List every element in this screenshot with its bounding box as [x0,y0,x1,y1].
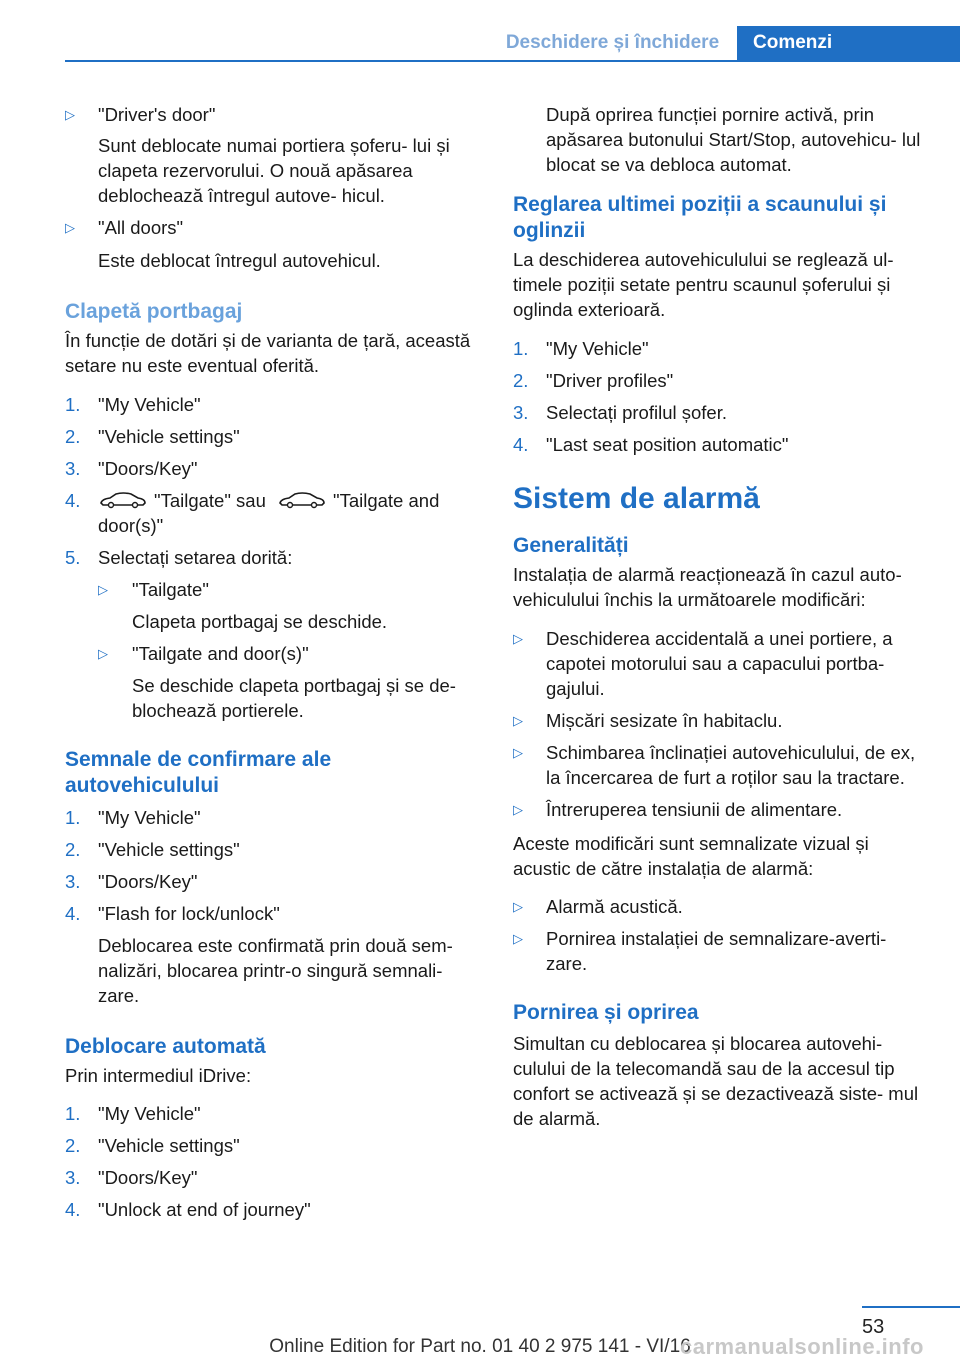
step-detail: Deblocarea este confirmată prin două sem- nalizări, blocarea printr-o singură semnali- zare. [98,935,453,1006]
step-number: 2. [513,370,529,391]
step-text: "Doors/Key" [98,1167,198,1188]
section-heading: Clapetă portbagaj [65,300,243,323]
step-number: 1. [65,394,81,415]
list-item [513,926,925,976]
list-item [65,456,483,481]
section-heading: Semnale de confirmare ale autovehiculului [65,748,332,797]
list-item [65,545,483,570]
section-heading: Reglarea ultimei poziții a scaunului și oglinzii [513,193,887,242]
section-intro: La deschiderea autovehiculului se reglează ul- timele poziții setate pentru scaunul șoferului și oglinda exterioară. [513,249,894,320]
bullet-icon: ▷ [65,107,75,122]
bullet-icon: ▷ [513,745,523,760]
list-item [65,1101,483,1126]
header-rule [65,60,960,62]
list-item [65,869,483,894]
section-heading: Deblocare automată [65,1035,266,1058]
step-number: 3. [65,871,81,892]
item-title: "Driver's door" [98,104,216,125]
step-text: "My Vehicle" [98,1103,201,1124]
list-item [65,837,483,862]
step-text: "Last seat position automatic" [546,434,789,455]
step-text: Selectați setarea dorită: [98,547,293,568]
step-text: "Doors/Key" [98,871,198,892]
step-text: "Tailgate" sau [154,490,266,511]
item-title: "Tailgate and door(s)" [132,643,309,664]
header-section: Deschidere și închidere [505,32,720,53]
bullet-icon: ▷ [513,931,523,946]
list-item [513,894,925,919]
list-item [65,215,483,273]
page-number: 53 [862,1316,885,1338]
step-number: 4. [65,1199,81,1220]
list-item [513,740,925,790]
step-text: Selectați profilul șofer. [546,402,727,423]
bullet-icon: ▷ [98,646,108,661]
item-title: "Tailgate" [132,579,209,600]
step-text: "Tailgate and door(s)" [98,490,440,536]
list-item [65,488,483,538]
step-number: 4. [65,490,81,511]
item-text: Este deblocat întregul autovehicul. [98,250,381,271]
list-item [513,400,925,425]
list-item [513,797,925,822]
step-text: "Driver profiles" [546,370,674,391]
list-item [65,392,483,417]
step-number: 2. [65,1135,81,1156]
list-item [65,1197,483,1222]
item-text: Alarmă acustică. [546,896,683,917]
step-number: 1. [513,338,529,359]
step-number: 4. [65,903,81,924]
item-text: Clapeta portbagaj se deschide. [132,611,388,632]
paragraph: Aceste modificări sunt semnalizate vizual și acustic de către instalația de alarmă: [513,833,869,879]
bullet-icon: ▷ [513,802,523,817]
step-text: "Vehicle settings" [98,1135,240,1156]
step-text: "Doors/Key" [98,458,198,479]
bullet-icon: ▷ [513,899,523,914]
step-number: 5. [65,547,81,568]
step-number: 3. [513,402,529,423]
step-number: 2. [65,839,81,860]
left-column [65,102,483,1222]
section-intro: Prin intermediul iDrive: [65,1065,252,1086]
item-text: Mișcări sesizate în habitaclu. [546,710,783,731]
step-text: "Vehicle settings" [98,839,240,860]
list-item [65,901,483,1008]
step-number: 1. [65,807,81,828]
section-intro: Instalația de alarmă reacționează în cazul auto- vehiculului închis la următoarele modificări: [513,564,902,610]
section-intro: În funcție de dotări și de varianta de țară, această setare nu este eventual oferită. [65,330,471,376]
item-text: Deschiderea accidentală a unei portiere, a capotei motorului sau a capacului portba- gajului. [546,628,893,699]
header-tab: Comenzi [737,26,960,62]
footer-edition: Online Edition for Part no. 01 40 2 975 141 - VI/16 [269,1336,691,1357]
section-heading: Generalități [513,534,629,557]
continued-text: După oprirea funcției pornire activă, prin apăsarea butonului Start/Stop, autovehicu- lul blocat se va debloca automat. [546,104,921,175]
chapter-heading: Sistem de alarmă [513,482,760,515]
step-number: 3. [65,458,81,479]
list-item [65,1133,483,1158]
right-column [513,102,925,1131]
step-number: 3. [65,1167,81,1188]
item-text: Schimbarea înclinației autovehiculului, de ex, la încercarea de furt a roților sau la tractare. [546,742,916,788]
step-text: "My Vehicle" [546,338,649,359]
item-title: "All doors" [98,217,184,238]
list-item [65,102,483,208]
step-text: "Flash for lock/unlock" [98,903,280,924]
footer-rule [862,1306,960,1308]
section-heading: Pornirea și oprirea [513,1001,699,1024]
car-icon [98,490,148,510]
list-item [65,805,483,830]
list-item [513,432,925,457]
step-text: "My Vehicle" [98,807,201,828]
step-number: 4. [513,434,529,455]
bullet-icon: ▷ [513,713,523,728]
paragraph: Simultan cu deblocarea și blocarea autovehi- culului de la telecomandă sau de la accesul tip confort se activează și se dezactivează siste- mul de alarmă. [513,1033,919,1129]
item-text: Pornirea instalației de semnalizare-averti- zare. [546,928,887,974]
car-icon [277,490,327,510]
step-text: "Vehicle settings" [98,426,240,447]
list-item [513,368,925,393]
step-text: "My Vehicle" [98,394,201,415]
list-item [513,626,925,701]
item-text: Se deschide clapeta portbagaj și se de- blochează portierele. [132,675,456,721]
step-number: 1. [65,1103,81,1124]
bullet-icon: ▷ [513,631,523,646]
sub-item [98,641,483,723]
list-item [65,1165,483,1190]
bullet-icon: ▷ [65,220,75,235]
list-item [513,708,925,733]
step-number: 2. [65,426,81,447]
list-item [65,424,483,449]
bullet-icon: ▷ [98,582,108,597]
item-text: Întreruperea tensiunii de alimentare. [546,799,843,820]
sub-item [98,577,483,634]
watermark: carmanualsonline.info [680,1334,924,1359]
step-text: "Unlock at end of journey" [98,1199,311,1220]
list-item [513,336,925,361]
item-text: Sunt deblocate numai portiera șoferu- lui și clapeta rezervorului. O nouă apăsarea deblochează întregul autove- hicul. [98,135,450,206]
